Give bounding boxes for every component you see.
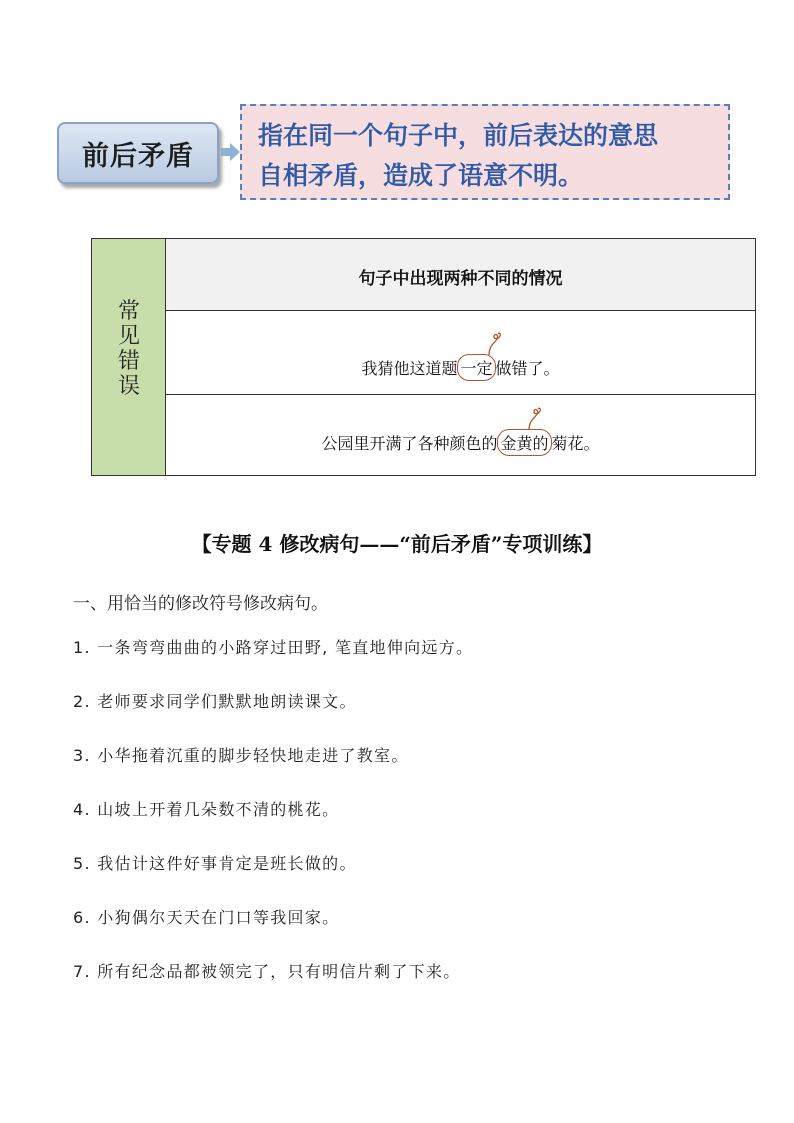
table-row-example-1: [166, 311, 755, 395]
example-sentence-2: [166, 429, 755, 456]
table-heading: 句子中出现两种不同的情况: [358, 269, 563, 289]
circled-word-2: [497, 429, 551, 456]
practice-item: 2. 老师要求同学们默默地朗读课文。: [73, 692, 357, 711]
side-label-cell: [92, 239, 166, 475]
practice-item: 5. 我估计这件好事肯定是班长做的。: [73, 854, 357, 873]
side-label-char: 误: [117, 374, 140, 399]
circled-word-1: [457, 354, 495, 381]
example-1-after: 做错了。: [495, 359, 560, 378]
table-row-heading: [166, 239, 755, 311]
deletion-mark-icon: [527, 406, 543, 430]
side-label-char: 常: [117, 299, 140, 324]
table-row-example-2: [166, 395, 755, 476]
side-label: [92, 299, 166, 399]
practice-items: [73, 635, 753, 1013]
example-1-before: 我猜他这道题: [361, 359, 458, 378]
circled-word-2-text: 金黄的: [500, 434, 549, 453]
definition-box: [240, 104, 730, 200]
side-label-char: 见: [117, 324, 140, 349]
deletion-mark-icon: [487, 331, 503, 355]
practice-item: 1. 一条弯弯曲曲的小路穿过田野, 笔直地伸向远方。: [73, 638, 474, 657]
side-label-char: 错: [117, 349, 140, 374]
definition-line-1: 指在同一个句子中，前后表达的意思: [258, 121, 659, 150]
practice-item: 4. 山坡上开着几朵数不清的桃花。: [73, 800, 340, 819]
practice-instructions: 一、用恰当的修改符号修改病句。: [73, 594, 328, 614]
practice-item: 6. 小狗偶尔天天在门口等我回家。: [73, 908, 340, 927]
circled-word-1-text: 一定: [460, 359, 493, 378]
definition-line-2: 自相矛盾，造成了语意不明。: [258, 161, 584, 190]
example-2-after: 菊花。: [551, 434, 600, 453]
topic-badge: [57, 122, 219, 184]
practice-title: 【专题 4 修改病句——“前后矛盾”专项训练】: [191, 532, 603, 556]
example-sentence-1: [166, 354, 755, 381]
topic-badge-label: 前后矛盾: [82, 140, 194, 172]
practice-item: 7. 所有纪念品都被领完了，只有明信片剩了下来。: [73, 962, 461, 981]
example-2-before: 公园里开满了各种颜色的: [321, 434, 498, 453]
practice-item: 3. 小华拖着沉重的脚步轻快地走进了教室。: [73, 746, 409, 765]
error-examples-table: [91, 238, 756, 476]
